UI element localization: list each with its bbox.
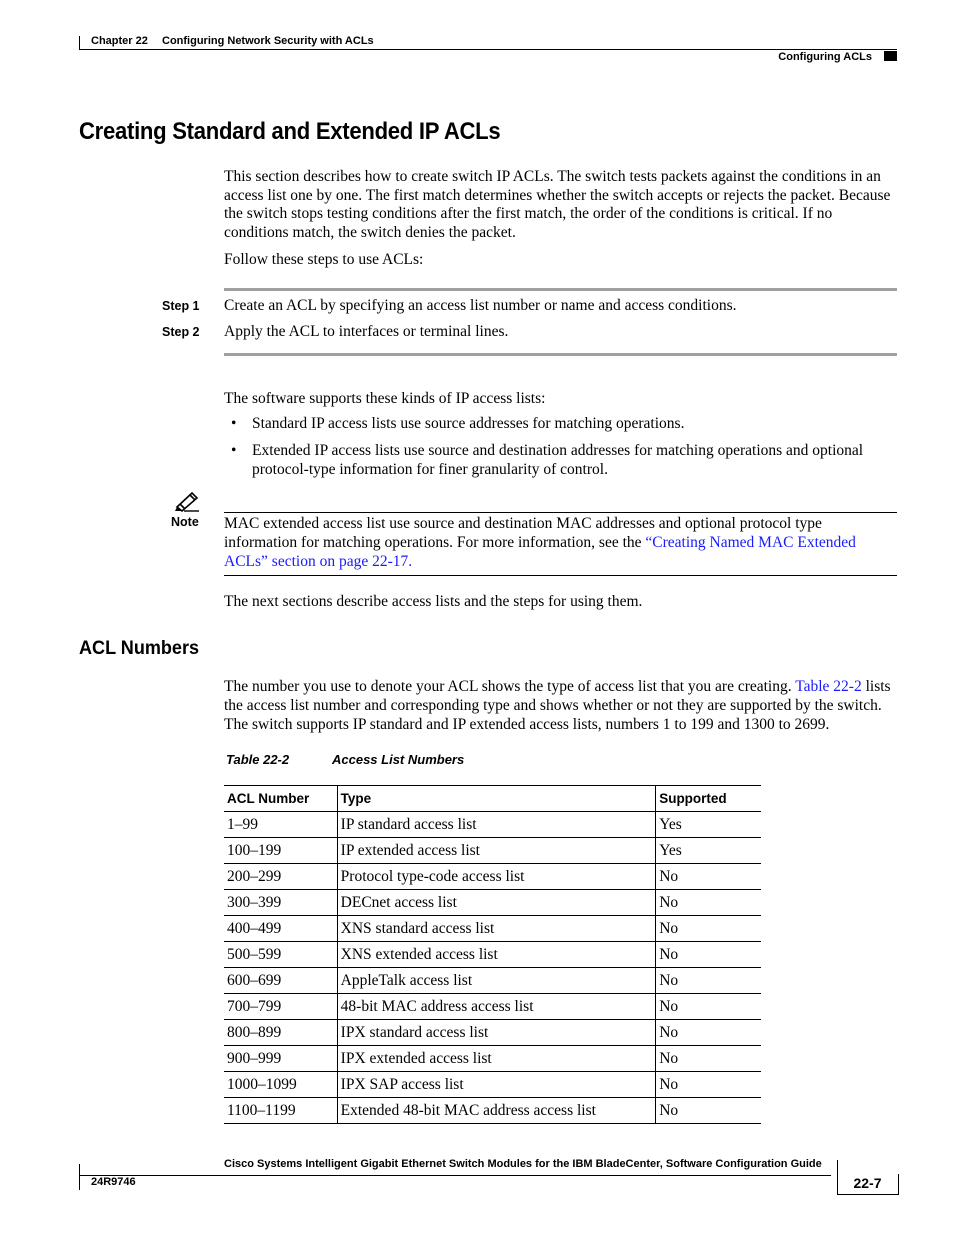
cell-supported: No	[656, 1046, 761, 1072]
header-acl-number: ACL Number	[224, 786, 337, 812]
header-rule-vertical	[79, 36, 80, 50]
step-1-label: Step 1	[162, 299, 200, 313]
cell-type: IPX extended access list	[337, 1046, 656, 1072]
note-link[interactable]: “Creating Named MAC Extended ACLs” section on page 22-17	[224, 534, 856, 570]
note-rule-top	[224, 512, 897, 513]
pencil-note-icon	[174, 490, 200, 517]
cell-acl-number: 600–699	[224, 968, 337, 994]
steps-rule-bottom	[224, 353, 897, 356]
cell-acl-number: 200–299	[224, 864, 337, 890]
table-header-row	[224, 786, 761, 812]
cell-type: XNS extended access list	[337, 942, 656, 968]
footer-rule-vertical	[79, 1164, 80, 1190]
cell-type: 48-bit MAC address access list	[337, 994, 656, 1020]
cell-supported: No	[656, 864, 761, 890]
page-title: Creating Standard and Extended IP ACLs	[79, 118, 501, 145]
cell-supported: Yes	[656, 838, 761, 864]
cell-supported: Yes	[656, 812, 761, 838]
step-2-label: Step 2	[162, 325, 200, 339]
cell-supported: No	[656, 890, 761, 916]
table-row	[224, 838, 761, 864]
cell-supported: No	[656, 1020, 761, 1046]
acl-paragraph-text: The number you use to denote your ACL shows the type of access list that you are creating.	[224, 678, 796, 695]
cell-acl-number: 1000–1099	[224, 1072, 337, 1098]
step-1-text: Create an ACL by specifying an access list number or name and access conditions.	[224, 297, 737, 314]
acl-numbers-table	[224, 785, 761, 1124]
table-row	[224, 916, 761, 942]
table-caption-number: Table 22-2	[226, 752, 290, 767]
footer-page-rule	[837, 1160, 838, 1174]
cell-acl-number: 800–899	[224, 1020, 337, 1046]
note-text	[224, 514, 894, 571]
table-row	[224, 812, 761, 838]
header-marker-block	[884, 51, 897, 61]
cell-acl-number: 300–399	[224, 890, 337, 916]
note-rule-bottom	[224, 575, 897, 576]
bullet-marker: •	[231, 415, 237, 432]
cell-type: IPX standard access list	[337, 1020, 656, 1046]
header-chapter: Chapter 22	[91, 35, 148, 47]
step-2-text: Apply the ACL to interfaces or terminal lines.	[224, 323, 509, 340]
table-row	[224, 1046, 761, 1072]
cell-supported: No	[656, 916, 761, 942]
cell-supported: No	[656, 942, 761, 968]
table-caption-title: Access List Numbers	[332, 752, 465, 767]
footer-rule	[79, 1175, 831, 1176]
cell-type: Protocol type-code access list	[337, 864, 656, 890]
cell-type: IP extended access list	[337, 838, 656, 864]
cell-acl-number: 700–799	[224, 994, 337, 1020]
cell-acl-number: 400–499	[224, 916, 337, 942]
note-label: Note	[171, 515, 199, 529]
follow-paragraph: Follow these steps to use ACLs:	[224, 251, 424, 268]
table-row	[224, 1072, 761, 1098]
cell-acl-number: 1–99	[224, 812, 337, 838]
intro-paragraph: This section describes how to create switch IP ACLs. The switch tests packets against the conditions in an access list one by one. The first match determines whether the switch accepts or rejects the packet. Because the switch stops testing conditions after the first match, the order of the conditions is critical. If no conditions match, the switch denies the packet.	[224, 168, 891, 241]
cell-supported: No	[656, 1072, 761, 1098]
note-link-end: .	[408, 553, 413, 570]
table-row	[224, 1098, 761, 1124]
footer-doc-number: 24R9746	[91, 1176, 136, 1188]
cell-supported: No	[656, 1098, 761, 1124]
footer-title: Cisco Systems Intelligent Gigabit Ethernet Switch Modules for the IBM BladeCenter, Software Configuration Guide	[224, 1158, 822, 1170]
table-row	[224, 890, 761, 916]
header-supported: Supported	[656, 786, 761, 812]
cell-type: IP standard access list	[337, 812, 656, 838]
cell-supported: No	[656, 994, 761, 1020]
bullet-item: Standard IP access lists use source addresses for matching operations.	[252, 415, 685, 432]
cell-type: IPX SAP access list	[337, 1072, 656, 1098]
cell-acl-number: 500–599	[224, 942, 337, 968]
header-type: Type	[337, 786, 656, 812]
bullet-marker: •	[231, 442, 237, 459]
table-row	[224, 1020, 761, 1046]
acl-paragraph	[224, 677, 900, 734]
table-row	[224, 994, 761, 1020]
page-number: 22-7	[853, 1175, 882, 1191]
cell-supported: No	[656, 968, 761, 994]
header-rule	[79, 49, 897, 50]
bullet-item: Extended IP access lists use source and destination addresses for matching operations and optional protocol-type information for finer granularity of control.	[252, 442, 864, 478]
cell-type: Extended 48-bit MAC address access list	[337, 1098, 656, 1124]
cell-type: DECnet access list	[337, 890, 656, 916]
cell-type: XNS standard access list	[337, 916, 656, 942]
acl-numbers-heading: ACL Numbers	[79, 638, 200, 659]
table-link[interactable]: Table 22-2	[795, 678, 862, 695]
kinds-paragraph: The software supports these kinds of IP access lists:	[224, 390, 546, 407]
acl-paragraph-text-end: lists the access list number and corresponding type and shows whether or not they are supported by the switch. The switch supports IP standard and IP extended access lists, numbers 1 to 199 and 1300 to 2699.	[224, 678, 891, 733]
header-section: Configuring ACLs	[778, 51, 872, 63]
next-paragraph: The next sections describe access lists and the steps for using them.	[224, 593, 643, 610]
table-row	[224, 942, 761, 968]
steps-rule-top	[224, 288, 897, 291]
cell-acl-number: 1100–1199	[224, 1098, 337, 1124]
table-row	[224, 864, 761, 890]
cell-type: AppleTalk access list	[337, 968, 656, 994]
header-chapter-title: Configuring Network Security with ACLs	[162, 35, 374, 47]
cell-acl-number: 100–199	[224, 838, 337, 864]
cell-acl-number: 900–999	[224, 1046, 337, 1072]
table-row	[224, 968, 761, 994]
note-body: MAC extended access list use source and destination MAC addresses and optional protocol type information for matching operations. For more information, see the	[224, 515, 822, 551]
